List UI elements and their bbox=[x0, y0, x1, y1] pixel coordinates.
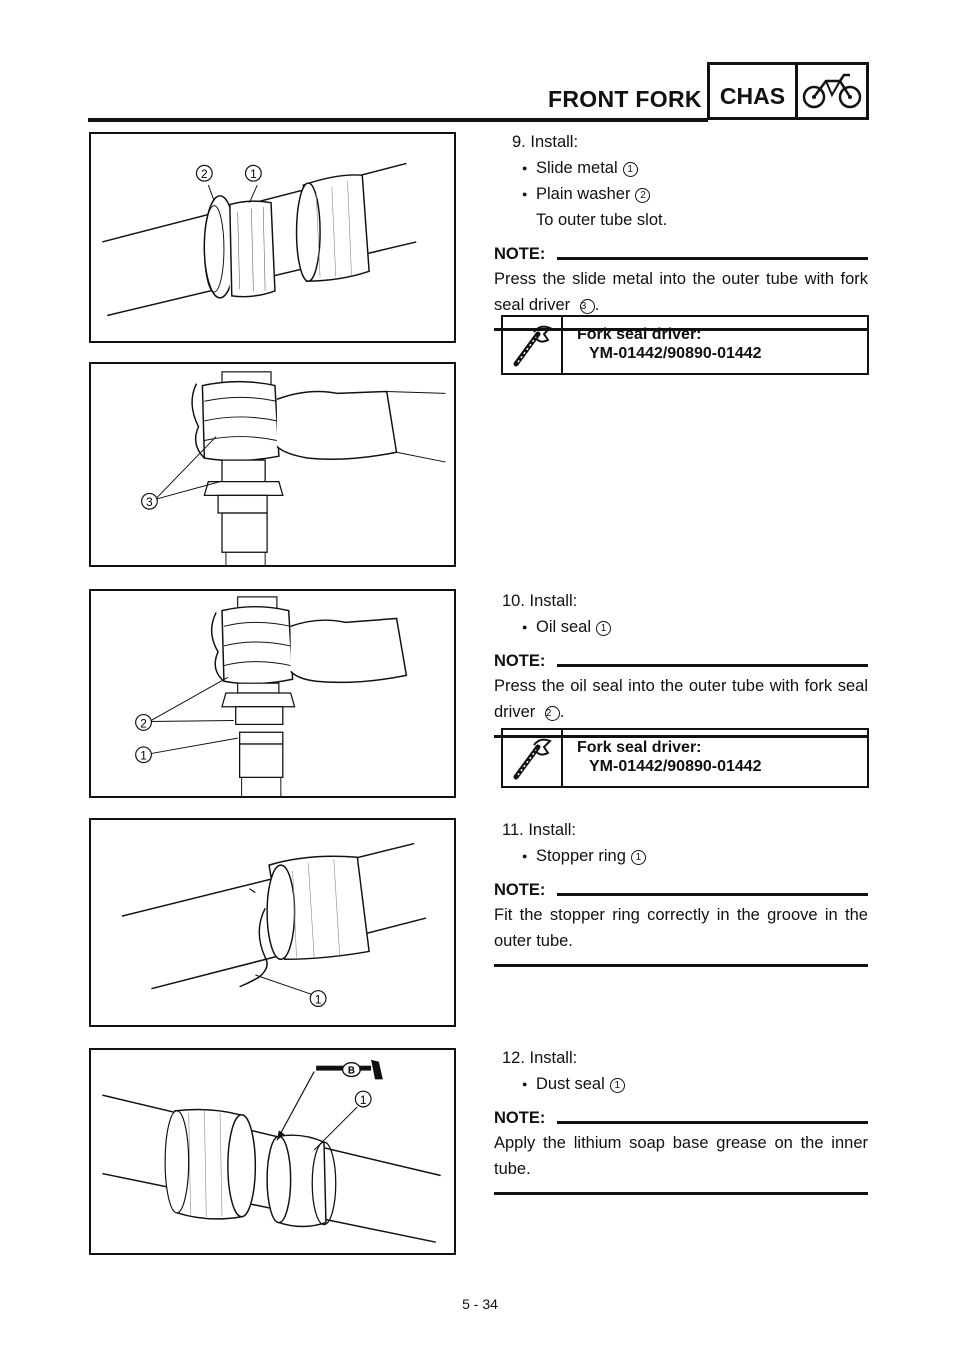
list-item: ● Plain washer 2 bbox=[494, 182, 868, 206]
step-number: 11. bbox=[502, 821, 524, 839]
figure-slide-metal bbox=[89, 132, 456, 343]
step-subtext: To outer tube slot. bbox=[536, 211, 668, 229]
page-number: 5 - 34 bbox=[462, 1296, 498, 1312]
callout-2: 2 bbox=[201, 168, 208, 182]
list-item: ● Dust seal 1 bbox=[494, 1072, 868, 1096]
callout-1: 1 bbox=[359, 1093, 367, 1107]
step-number: 10. bbox=[502, 592, 525, 610]
figure-fork-seal-driver bbox=[89, 362, 456, 567]
list-item: ● Slide metal 1 bbox=[494, 156, 868, 180]
section-code: CHAS bbox=[710, 65, 798, 117]
tool-part-number: YM-01442/90890-01442 bbox=[589, 345, 762, 362]
callout-3: 3 bbox=[146, 496, 153, 510]
step-11 bbox=[494, 818, 868, 967]
callout-1: 1 bbox=[250, 168, 257, 182]
step-action: Install: bbox=[530, 133, 579, 151]
note-text: Press the oil seal into the outer tube with fork seal driver 2 . bbox=[494, 677, 868, 721]
step-number: 9. bbox=[512, 133, 526, 151]
callout-1: 1 bbox=[314, 993, 322, 1007]
step-action: Install: bbox=[528, 821, 576, 839]
note-header: NOTE: bbox=[494, 878, 868, 902]
figure-oil-seal bbox=[89, 589, 456, 798]
list-item: ● Oil seal 1 bbox=[494, 615, 868, 639]
step-12 bbox=[494, 1046, 868, 1195]
step-10 bbox=[494, 589, 868, 738]
step-9 bbox=[494, 130, 868, 331]
step-number: 12. bbox=[502, 1049, 525, 1067]
tool-part-number: YM-01442/90890-01442 bbox=[589, 758, 762, 775]
step-action: Install: bbox=[529, 1049, 578, 1067]
note-text: Apply the lithium soap base grease on the inner tube. bbox=[494, 1134, 868, 1178]
figure-stopper-ring bbox=[89, 818, 456, 1027]
note-end-rule bbox=[494, 964, 868, 967]
tool-box bbox=[501, 728, 869, 788]
note-text: Fit the stopper ring correctly in the groove in the outer tube. bbox=[494, 906, 868, 950]
note-header: NOTE: bbox=[494, 242, 868, 266]
note-end-rule bbox=[494, 1192, 868, 1195]
tool-box bbox=[501, 315, 869, 375]
wrench-icon bbox=[503, 730, 563, 786]
page-title: FRONT FORK bbox=[548, 86, 702, 112]
header-rule bbox=[88, 118, 708, 122]
tool-label: Fork seal driver: bbox=[577, 739, 702, 756]
callout-2: 2 bbox=[140, 717, 147, 731]
step-action: Install: bbox=[529, 592, 578, 610]
tool-label: Fork seal driver: bbox=[577, 326, 702, 343]
callout-1: 1 bbox=[140, 749, 147, 763]
list-item: ● Stopper ring 1 bbox=[494, 844, 868, 868]
note-text: Press the slide metal into the outer tube with fork seal driver 3 . bbox=[494, 270, 868, 314]
figure-dust-seal bbox=[89, 1048, 456, 1255]
wrench-icon bbox=[503, 317, 563, 373]
grease-symbol: B bbox=[347, 1065, 355, 1077]
note-header: NOTE: bbox=[494, 1106, 868, 1130]
section-badge bbox=[707, 62, 869, 120]
note-header: NOTE: bbox=[494, 649, 868, 673]
motorcycle-icon bbox=[798, 65, 866, 117]
